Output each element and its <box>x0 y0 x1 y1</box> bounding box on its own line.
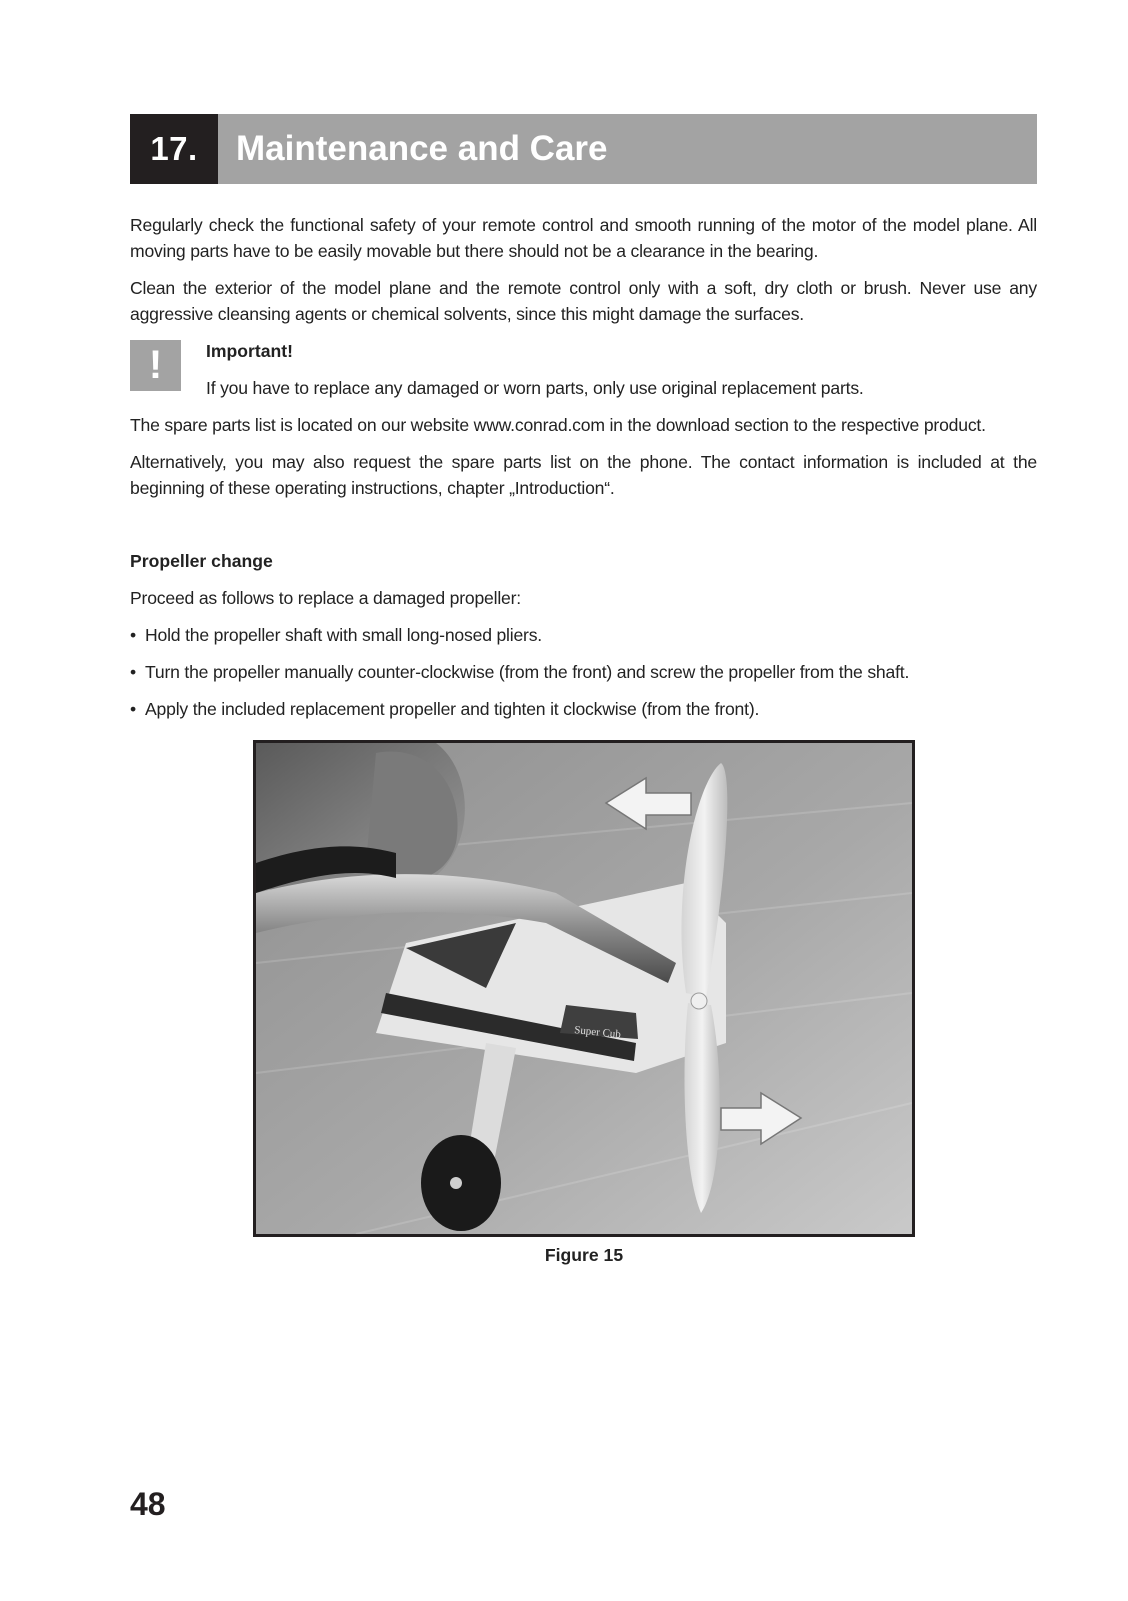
page-number: 48 <box>130 1486 166 1522</box>
propeller-steps <box>130 622 1037 722</box>
paragraph-functional-check: Regularly check the functional safety of your remote control and smooth running of the motor of the model plane. All moving parts have to be easily movable but there should not be a clearance in the bearing. <box>130 215 1037 261</box>
propeller-step: • Turn the propeller manually counter-clockwise (from the front) and screw the propeller from the shaft. <box>130 659 1037 685</box>
notice-title: Important! <box>206 341 293 361</box>
main-content <box>130 212 1037 733</box>
figure-photo <box>253 740 915 1237</box>
propeller-change-photo <box>256 743 912 1234</box>
propeller-step: • Apply the included replacement propeller and tighten it clockwise (from the front). <box>130 696 1037 722</box>
propeller-intro: Proceed as follows to replace a damaged propeller: <box>130 588 521 608</box>
chapter-number: 17. <box>130 114 218 184</box>
wheel-hub <box>450 1177 462 1189</box>
propeller-step: • Hold the propeller shaft with small long-nosed pliers. <box>130 622 1037 648</box>
super-cub-text: Super Cub <box>573 1024 622 1041</box>
exclamation-icon: ! <box>130 340 181 391</box>
paragraph-cleaning: Clean the exterior of the model plane and the remote control only with a soft, dry cloth or brush. Never use any aggressive cleansing agents or chemical solvents, since this might damage the surfaces. <box>130 278 1037 324</box>
chapter-title: Maintenance and Care <box>218 114 1037 184</box>
figure-caption: Figure 15 <box>544 1245 624 1265</box>
paragraph-spare-parts-website: The spare parts list is located on our website www.conrad.com in the download section to the respective product. <box>130 415 986 435</box>
propeller-hub <box>691 993 707 1009</box>
notice-text: If you have to replace any damaged or worn parts, only use original replacement parts. <box>206 378 864 398</box>
important-notice <box>130 338 1037 400</box>
section-heading-propeller: Propeller change <box>130 551 273 571</box>
chapter-header <box>130 114 1037 184</box>
paragraph-spare-parts-phone: Alternatively, you may also request the spare parts list on the phone. The contact information is included at the beginning of these operating instructions, chapter „Introduction“. <box>130 452 1037 498</box>
